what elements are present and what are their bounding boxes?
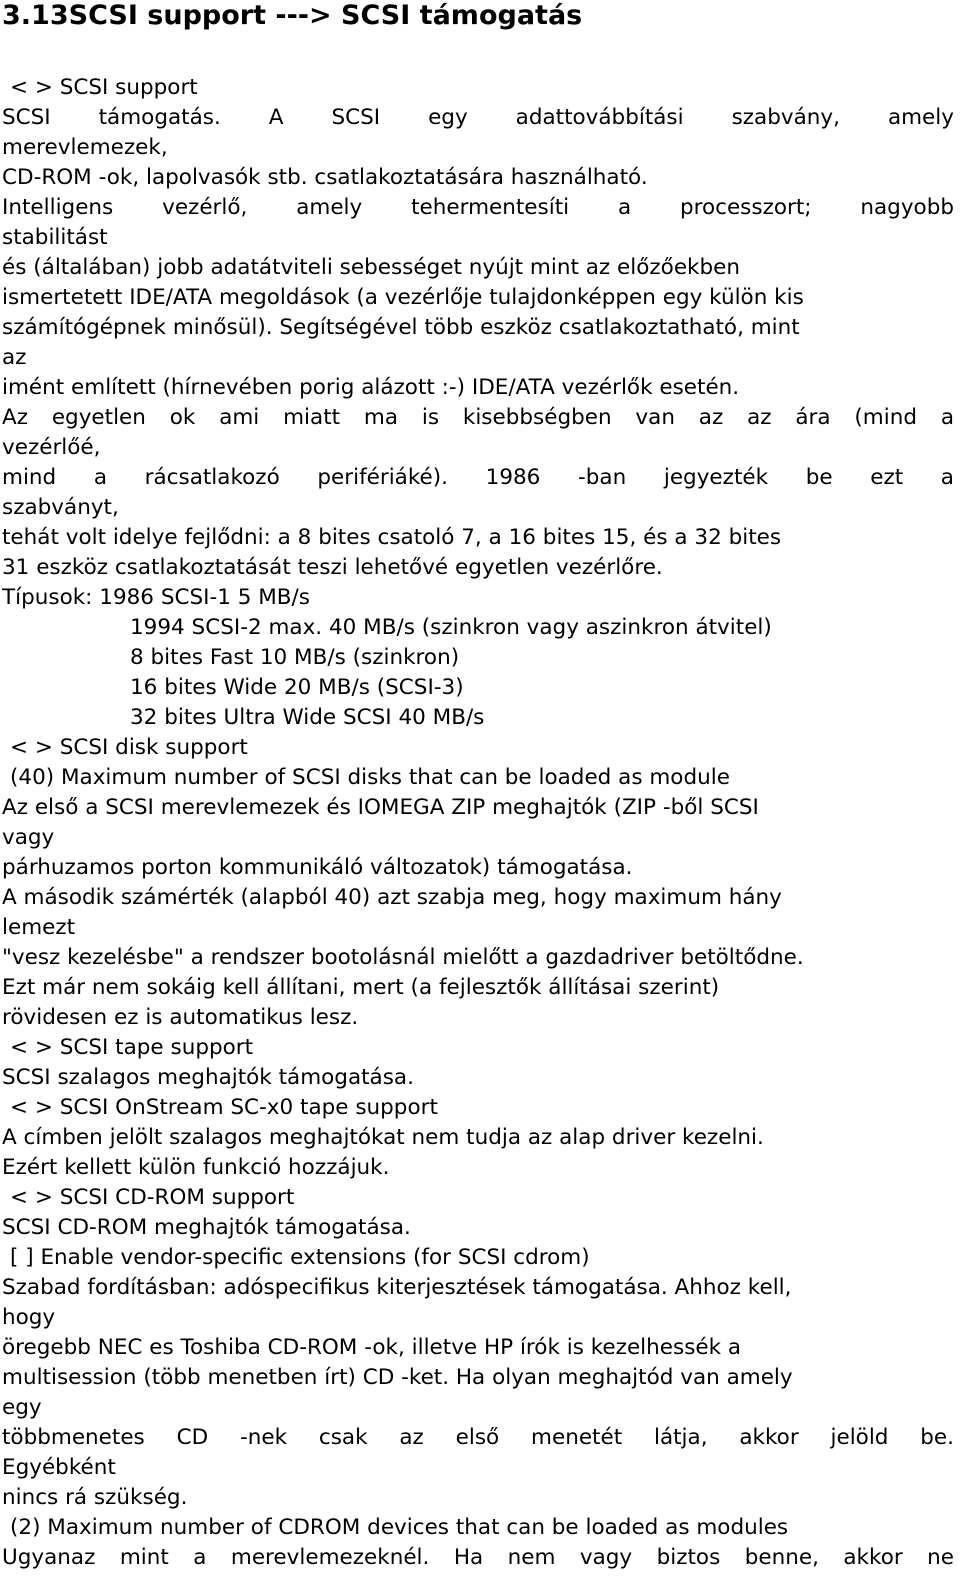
text-line: Szabad fordításban: adóspecifikus kiterjesztések támogatása. Ahhoz kell, xyxy=(2,1275,792,1300)
text-line: Ezért kellett külön funkció hozzájuk. xyxy=(2,1155,390,1180)
text-line: imént említett (hírnevében porig alázott :-) IDE/ATA vezérlők esetén. xyxy=(2,375,740,400)
text-line: Ezt már nem sokáig kell állítani, mert (a fejlesztők állításai szerint) xyxy=(2,975,720,1000)
text-line: < > SCSI support xyxy=(10,75,198,100)
text-line: öregebb NEC es Toshiba CD-ROM -ok, illetve HP írók is kezelhessék a xyxy=(2,1335,742,1360)
text-line: párhuzamos porton kommunikáló változatok) támogatása. xyxy=(2,855,633,880)
text-line: tehát volt idelye fejlődni: a 8 bites csatoló 7, a 16 bites 15, és a 32 bites xyxy=(2,525,782,550)
text-line: Egyébként xyxy=(2,1455,116,1480)
text-line: lemezt xyxy=(2,915,76,940)
text-line: merevlemezek, xyxy=(2,135,168,160)
text-line: ismertetett IDE/ATA megoldások (a vezérlője tulajdonképpen egy külön kis xyxy=(2,285,804,310)
text-line: mind a rácsatlakozó perifériáké). 1986 -ban jegyezték be ezt a xyxy=(2,465,954,490)
text-line: Ugyanaz mint a merevlemezeknél. Ha nem vagy biztos benne, akkor ne xyxy=(2,1545,954,1570)
text-line: 16 bites Wide 20 MB/s (SCSI-3) xyxy=(130,675,464,700)
text-line: < > SCSI disk support xyxy=(10,735,248,760)
text-line: 31 eszköz csatlakoztatását teszi lehetővé egyetlen vezérlőre. xyxy=(2,555,663,580)
text-line: (40) Maximum number of SCSI disks that can be loaded as module xyxy=(10,765,730,790)
text-line: 1994 SCSI-2 max. 40 MB/s (szinkron vagy aszinkron átvitel) xyxy=(130,615,772,640)
text-line: multisession (több menetben írt) CD -ket. Ha olyan meghajtód van amely xyxy=(2,1365,793,1390)
text-line: Az első a SCSI merevlemezek és IOMEGA ZIP meghajtók (ZIP -ből SCSI xyxy=(2,795,759,820)
text-line: stabilitást xyxy=(2,225,108,250)
text-line: Típusok: 1986 SCSI-1 5 MB/s xyxy=(2,585,310,610)
text-line: SCSI támogatás. A SCSI egy adattovábbítási szabvány, amely xyxy=(2,105,954,130)
text-line: (2) Maximum number of CDROM devices that can be loaded as modules xyxy=(10,1515,789,1540)
text-line: 32 bites Ultra Wide SCSI 40 MB/s xyxy=(130,705,485,730)
text-line: rövidesen ez is automatikus lesz. xyxy=(2,1005,359,1030)
text-line: < > SCSI tape support xyxy=(10,1035,254,1060)
heading-spacer xyxy=(2,32,954,73)
text-line: "vesz kezelésbe" a rendszer bootolásnál mielőtt a gazdadriver betöltődne. xyxy=(2,945,804,970)
text-line: A címben jelölt szalagos meghajtókat nem tudja az alap driver kezelni. xyxy=(2,1125,764,1150)
text-line: CD-ROM -ok, lapolvasók stb. csatlakoztatására használható. xyxy=(2,165,648,190)
text-line: [ ] Enable vendor-specific extensions (for SCSI cdrom) xyxy=(10,1245,590,1270)
text-line: szabványt, xyxy=(2,495,119,520)
text-line: A második számérték (alapból 40) azt szabja meg, hogy maximum hány xyxy=(2,885,782,910)
document-page xyxy=(2,0,954,1573)
text-line: 8 bites Fast 10 MB/s (szinkron) xyxy=(130,645,460,670)
text-line: vagy xyxy=(2,825,55,850)
section-body xyxy=(2,73,954,1573)
text-line: Intelligens vezérlő, amely tehermentesíti a processzort; nagyobb xyxy=(2,195,954,220)
text-line: egy xyxy=(2,1395,42,1420)
text-line: hogy xyxy=(2,1305,56,1330)
text-line: az xyxy=(2,345,27,370)
text-line: SCSI CD-ROM meghajtók támogatása. xyxy=(2,1215,411,1240)
text-line: számítógépnek minősül). Segítségével több eszköz csatlakoztatható, mint xyxy=(2,315,800,340)
text-line: < > SCSI OnStream SC-x0 tape support xyxy=(10,1095,438,1120)
text-line: SCSI szalagos meghajtók támogatása. xyxy=(2,1065,414,1090)
text-line: vezérlőé, xyxy=(2,435,101,460)
text-line: Az egyetlen ok ami miatt ma is kisebbségben van az az ára (mind a xyxy=(2,405,954,430)
text-line: és (általában) jobb adatátviteli sebességet nyújt mint az előzőekben xyxy=(2,255,741,280)
section-heading: 3.13SCSI support ---> SCSI támogatás xyxy=(2,0,583,31)
text-line: < > SCSI CD-ROM support xyxy=(10,1185,295,1210)
text-line: többmenetes CD -nek csak az első menetét látja, akkor jelöld be. xyxy=(2,1425,954,1450)
text-line: nincs rá szükség. xyxy=(2,1485,188,1510)
